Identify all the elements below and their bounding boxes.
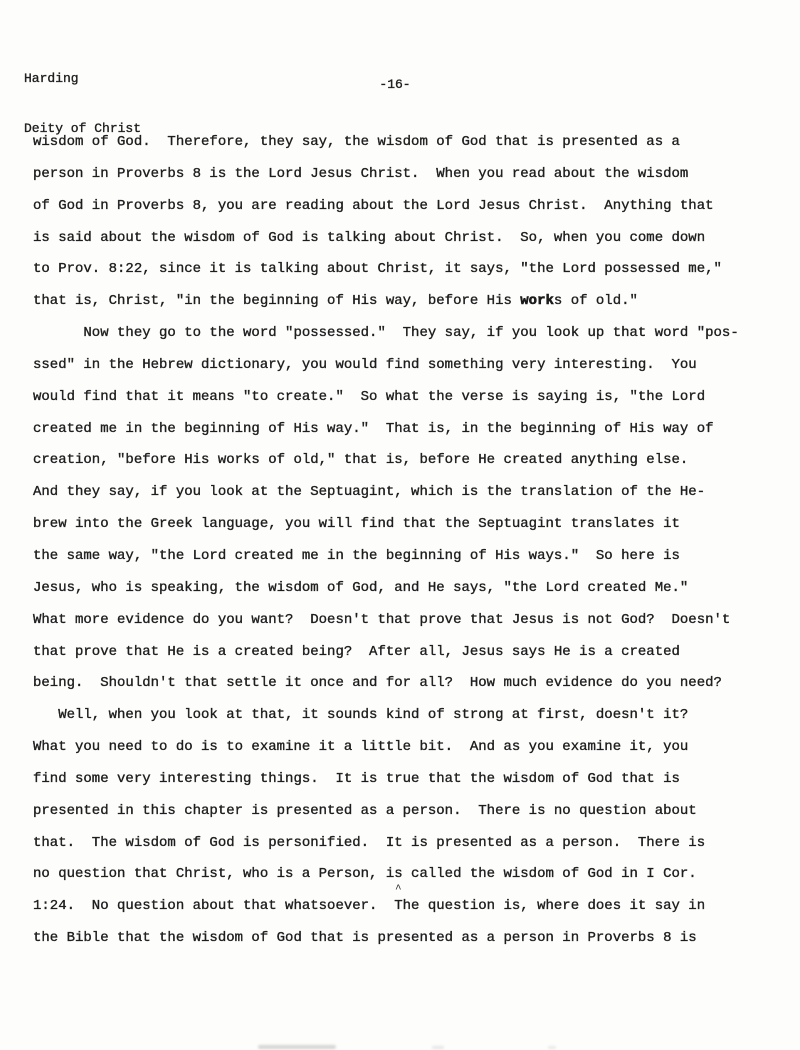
- text-line: What you need to do is to examine it a little bit. And as you examine it, you: [33, 739, 689, 756]
- text-line: What more evidence do you want? Doesn't that prove that Jesus is not God? Doesn't: [33, 611, 731, 628]
- text-line: Jesus, who is speaking, the wisdom of God, and He says, "the Lord created Me.": [33, 579, 689, 596]
- text-line: person in Proverbs 8 is the Lord Jesus Christ. When you read about the wisdom: [33, 165, 689, 182]
- text-line: ssed" in the Hebrew dictionary, you would find something very interesting. You: [33, 356, 697, 373]
- header-author: Harding: [24, 71, 79, 86]
- correction-caret-mark: ^: [395, 884, 402, 896]
- text-line: Well, when you look at that, it sounds kind of strong at first, doesn't it?: [33, 707, 689, 724]
- text-line: would find that it means "to create." So what the verse is saying is, "the Lord: [33, 388, 706, 405]
- paragraph: [33, 700, 793, 955]
- overstruck-word: work: [520, 293, 554, 310]
- text-line: presented in this chapter is presented as a person. There is no question about: [33, 802, 697, 819]
- scan-smudge: [258, 1045, 336, 1049]
- paragraph: [33, 127, 793, 318]
- header-title: Deity of Christ: [24, 120, 142, 136]
- text-line: that. The wisdom of God is personified. It is presented as a person. There is: [33, 834, 706, 851]
- text-line: that is, Christ, "in the beginning of His way, before His works of old.": [33, 293, 638, 310]
- text-line: find some very interesting things. It is true that the wisdom of God that is: [33, 770, 680, 787]
- text-line: And they say, if you look at the Septuagint, which is the translation of the He-: [33, 484, 706, 501]
- text-line: created me in the beginning of His way." That is, in the beginning of His way of: [33, 420, 714, 437]
- text-line: wisdom of God. Therefore, they say, the wisdom of God that is presented as a: [33, 134, 680, 150]
- text-line: to Prov. 8:22, since it is talking about Christ, it says, "the Lord possessed me,": [33, 261, 722, 278]
- document-body: [33, 127, 793, 955]
- page-number: -16-: [379, 77, 411, 92]
- text-line: of God in Proverbs 8, you are reading about the Lord Jesus Christ. Anything that: [33, 197, 714, 214]
- text-line: creation, "before His works of old," that is, before He created anything else.: [33, 452, 689, 469]
- text-line: is said about the wisdom of God is talking about Christ. So, when you come down: [33, 229, 706, 246]
- text-line: Now they go to the word "possessed." They say, if you look up that word "pos-: [33, 325, 739, 342]
- text-line: being. Shouldn't that settle it once and for all? How much evidence do you need?: [33, 675, 722, 692]
- text-line: 1:24. No question about that whatsoever. The question is, where does it say in: [33, 898, 706, 915]
- text-line: the Bible that the wisdom of God that is presented as a person in Proverbs 8 is: [33, 930, 697, 947]
- scan-smudge: [548, 1046, 556, 1049]
- text-line: brew into the Greek language, you will find that the Septuagint translates it: [33, 516, 680, 533]
- text-line: no question that Christ, who is a Person, is called the wisdom of God in I Cor.: [33, 866, 697, 883]
- text-line: the same way, "the Lord created me in the beginning of His ways." So here is: [33, 547, 680, 564]
- text-line: that prove that He is a created being? After all, Jesus says He is a created: [33, 643, 680, 660]
- scan-smudge: [432, 1046, 444, 1049]
- paragraph: [33, 318, 793, 700]
